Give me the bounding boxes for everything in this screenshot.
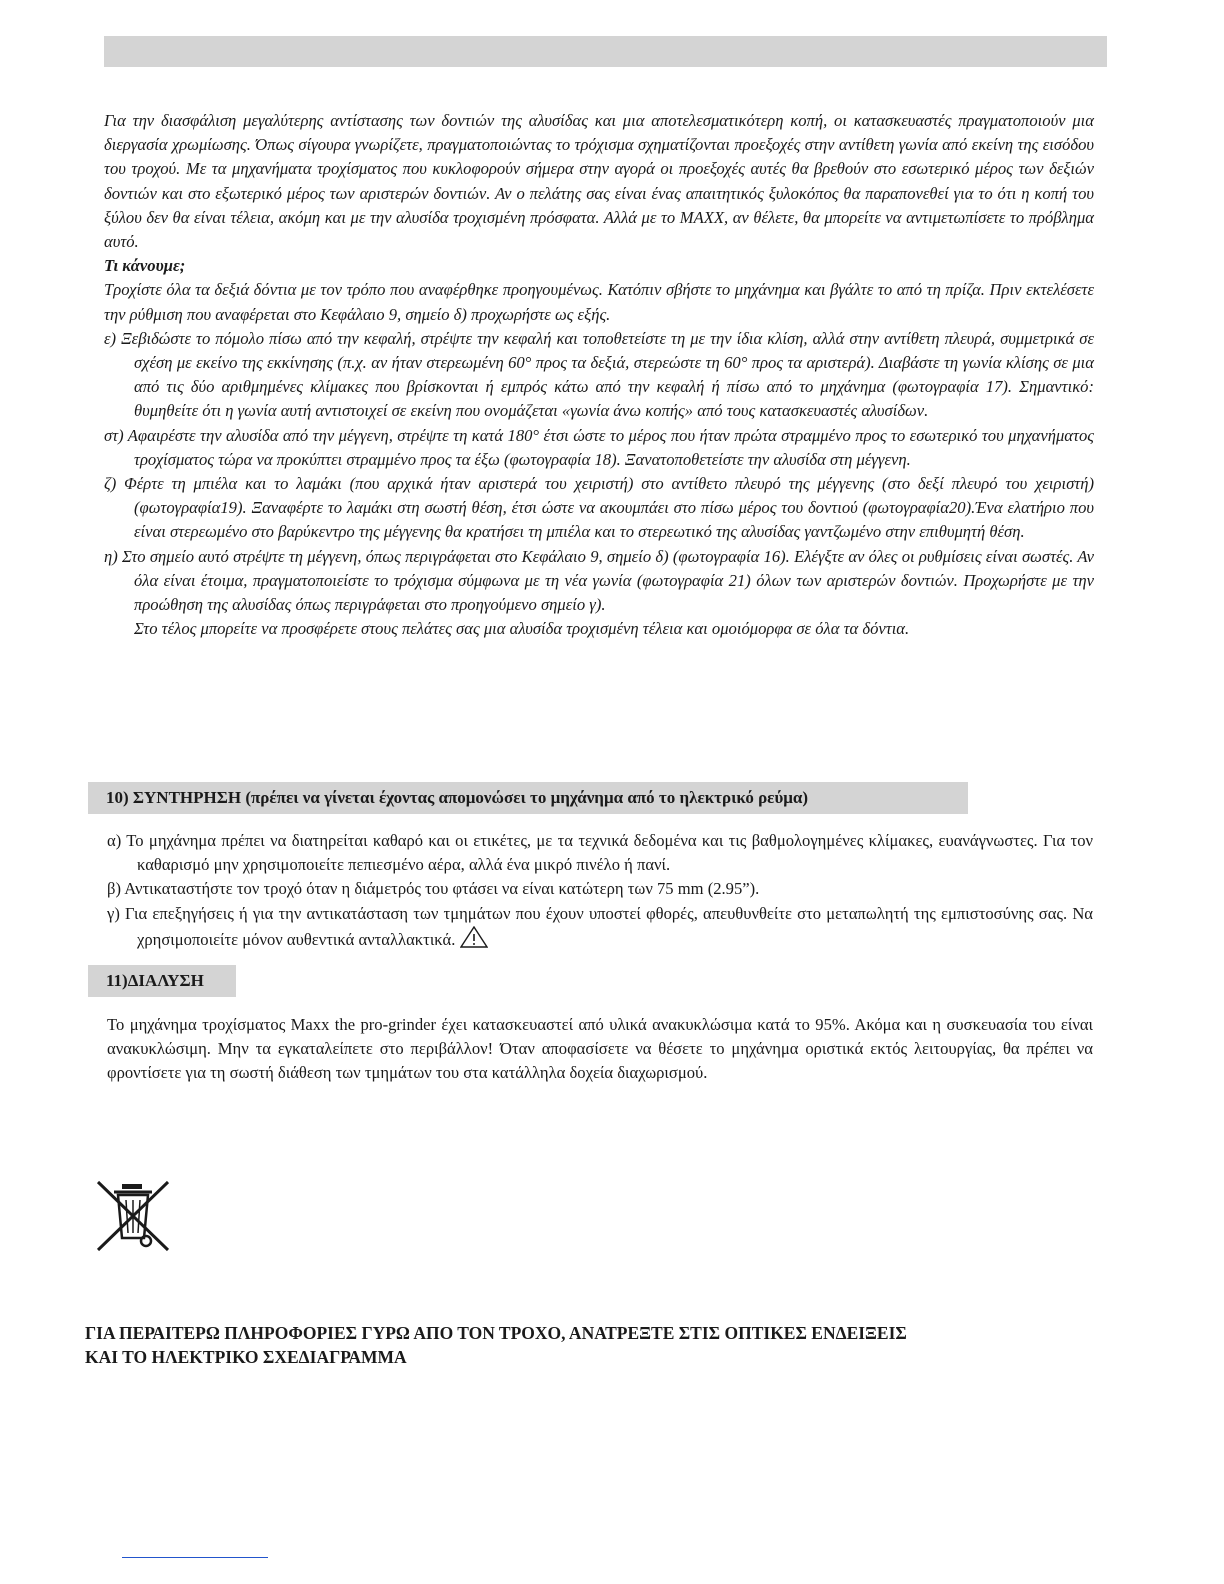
disposal-text: Το μηχάνημα τροχίσματος Maxx the pro-grinder έχει κατασκευαστεί από υλικά ανακυκλώσιμα κατά το 95%. Ακόμα και η συσκευασία του είναι ανακυκλώσιμη. Μην τα εγκαταλείπετε στο περιβάλλον! Όταν αποφασίσετε να θέσετε το μηχάνημα οριστικά εκτός λειτουργίας, θα πρέπει να φροντίσετε για τη σωστή διάθεση των τμημάτων του στα κατάλληλα δοχεία διαχωρισμού. <box>107 1015 1093 1083</box>
maintenance-item-c-text: γ) Για επεξηγήσεις ή για την αντικατάσταση των τμημάτων που έχουν υποστεί φθορές, απευθυνθείτε στο μεταπωλητή της εμπιστοσύνης σας. Να χρησιμοποιείτε μόνον αυθεντικά ανταλλακτικά. <box>107 903 1093 949</box>
intro-paragraph: Για την διασφάλιση μεγαλύτερης αντίστασης των δοντιών της αλυσίδας και μια αποτελεσματικότερη κοπή, οι κατασκευαστές πραγματοποιούν μια διεργασία χρωμίωσης. Όπως σίγουρα γνωρίζετε, πραγματοποιώντας το τρόχισμα σχηματίζονται προεξοχές στην αντίθετη γωνία από εκείνη της εισόδου του τροχού. Με τα μηχανήματα τροχίσματος που κυκλοφορούν σήμερα στην αγορά οι προεξοχές αυτές θα βρεθούν στο εσωτερικό μέρος των δεξιών δοντιών και στο εξωτερικό μέρος των αριστερών δοντιών. Αν ο πελάτης σας είναι ένας απαιτητικός ξυλοκόπος θα παραπονεθεί για το ότι η κοπή του ξύλου δεν θα είναι τέλεια, ακόμη και με την αλυσίδα τροχισμένη πρόσφατα. Αλλά με το MAXX, αν θέλετε, θα μπορείτε να αντιμετωπίσετε το πρόβλημα αυτό. <box>104 111 1094 252</box>
crossed-bin-icon <box>94 1178 172 1254</box>
question-heading: Τι κάνουμε; <box>104 256 186 276</box>
maintenance-item-b: β) Αντικαταστήστε τον τροχό όταν η διάμετρός του φτάσει να είναι κατώτερη των 75 mm (2.95”). <box>107 879 760 899</box>
intro-paragraph-2: Τροχίστε όλα τα δεξιά δόντια με τον τρόπο που αναφέρθηκε προηγουμένως. Κατόπιν σβήστε το μηχάνημα και βγάλτε το από τη πρίζα. Πριν εκτελέσετε την ρύθμιση που αναφέρεται στο Κεφάλαιο 9, σημείο δ) προχωρήστε ως εξής. <box>104 280 1094 324</box>
footer-rule <box>122 1557 268 1558</box>
disposal-section <box>107 1013 1093 1086</box>
maintenance-item-c <box>107 902 1093 952</box>
step-e: ε) Ξεβιδώστε το πόμολο πίσω από την κεφαλή, στρέψτε την κεφαλή και τοποθετείστε τη με την ίδια κλίση, αλλά στην αντίθετη πλευρά, συμμετρικά σε σχέση με εκείνο της εκκίνησης (π.χ. αν ήταν στερεωμένη 60° προς τα δεξιά, στερεώστε τη 60° προς τα αριστερά). Διαβάστε τη γωνία κλίσης σε μια από τις δύο αριθμημένες κλίμακες που βρίσκονται ή εμπρός κάτω από την κεφαλή ή πίσω από το μηχάνημα (φωτογραφία 17). Σημαντικό: θυμηθείτε ότι η γωνία αυτή αντιστοιχεί σε εκείνη που ονομάζεται «γωνία άνω κοπής» από τους κατασκευαστές αλυσίδων. <box>104 328 1094 421</box>
further-info-line-1: ΓΙΑ ΠΕΡΑΙΤΕΡΩ ΠΛΗΡΟΦΟΡΙΕΣ ΓΥΡΩ ΑΠΟ ΤΟΝ ΤΡΟΧΟ, ΑΝΑΤΡΕΞΤΕ ΣΤΙΣ ΟΠΤΙΚΕΣ ΕΝΔΕΙΞΕΙΣ <box>85 1323 907 1343</box>
section-11-heading: 11)ΔΙΑΛΥΣΗ <box>88 965 236 997</box>
maintenance-item-a: α) Το μηχάνημα πρέπει να διατηρείται καθαρό και οι ετικέτες, με τα τεχνικά δεδομένα και τις βαθμολογημένες κλίμακες, ευανάγνωστες. Για τον καθαρισμό μην χρησιμοποιείτε πεπιεσμένο αέρα, αλλά ένα μικρό πινέλο ή πανί. <box>107 831 1093 875</box>
maintenance-list <box>107 829 1093 952</box>
closing-text: Στο τέλος μπορείτε να προσφέρετε στους πελάτες σας μια αλυσίδα τροχισμένη τέλεια και ομοιόμορφα σε όλα τα δόντια. <box>134 619 910 639</box>
further-info-line-2: ΚΑΙ ΤΟ ΗΛΕΚΤΡΙΚΟ ΣΧΕΔΙΑΓΡΑΜΜΑ <box>85 1347 407 1367</box>
step-i: η) Στο σημείο αυτό στρέψτε τη μέγγενη, όπως περιγράφεται στο Κεφάλαιο 9, σημείο δ) (φωτογραφία 16). Ελέγξτε αν όλες οι ρυθμίσεις είναι σωστές. Αν όλα είναι έτοιμα, πραγματοποιείστε το τρόχισμα σύμφωνα με τη νέα γωνία (φωτογραφία 21) όλων των αριστερών δοντιών. Προχωρήστε με την προώθηση της αλυσίδας όπως περιγράφεται στο προηγούμενο σημείο γ). <box>104 546 1094 615</box>
step-st: στ) Αφαιρέστε την αλυσίδα από την μέγγενη, στρέψτε τη κατά 180° έτσι ώστε το μέρος που ήταν πρώτα στραμμένο προς το εσωτερικό του μηχανήματος τροχίσματος τώρα να προκύπτει στραμμένο προς τα έξω (φωτογραφία 18). Ξανατοποθετείστε την αλυσίδα στη μέγγενη. <box>104 425 1094 469</box>
header-bar <box>104 36 1107 67</box>
intro-section <box>104 109 1094 641</box>
further-info-note <box>85 1321 1105 1369</box>
step-z: ζ) Φέρτε τη μπιέλα και το λαμάκι (που αρχικά ήταν αριστερά του χειριστή) στο αντίθετο πλευρό της μέγγενης (στο δεξί πλευρό του χειριστή) (φωτογραφία19). Ξαναφέρτε το λαμάκι στη σωστή θέση, έτσι ώστε να ακουμπάει στο πίσω μέρος του δοντιού (φωτογραφία20).Ένα ελατήριο που είναι στερεωμένο στο βαρύκεντρο της μέγγενης θα κρατήσει τη μπιέλα και το στερεωτικό της αλυσίδας γαντζωμένο στην επιθυμητή θέση. <box>104 474 1094 542</box>
section-10-heading: 10) ΣΥΝΤΗΡΗΣΗ (πρέπει να γίνεται έχοντας απομονώσει το μηχάνημα από το ηλεκτρικό ρεύμα) <box>88 782 968 814</box>
warning-triangle-icon <box>460 926 488 948</box>
